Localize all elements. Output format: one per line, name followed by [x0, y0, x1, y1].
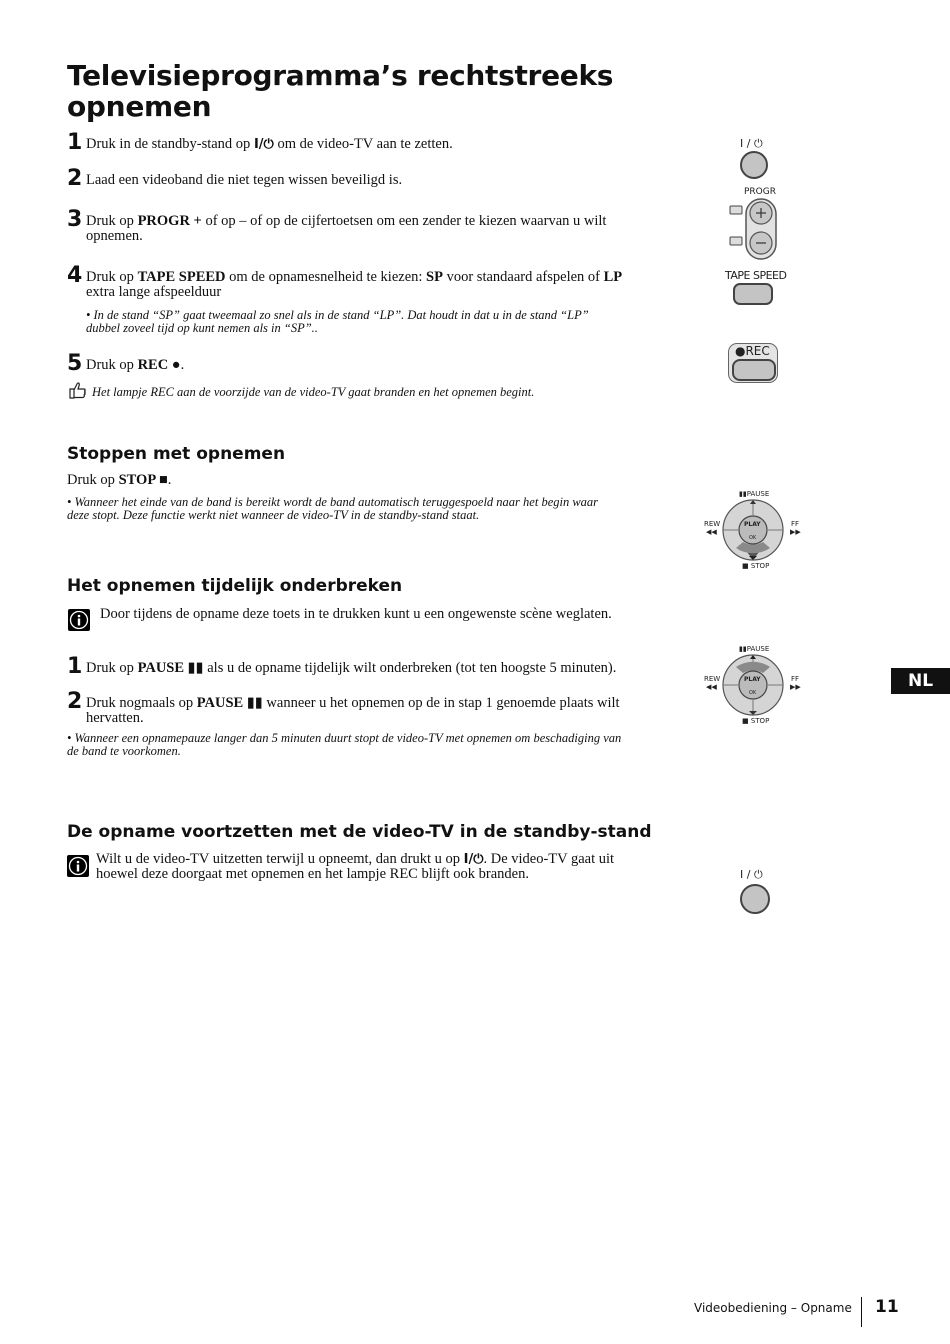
transport-ring-icon: [703, 645, 803, 725]
step-2: 2 Laad een videoband die niet tegen wissen beveiligd is.: [67, 166, 403, 191]
play-label[interactable]: PLAY: [744, 676, 761, 683]
pause-label: ▮▮PAUSE: [739, 645, 770, 653]
ff-label: FF: [791, 520, 800, 528]
transport-pad-pause: [703, 645, 803, 725]
step-number: 1: [67, 130, 83, 155]
info-icon: [68, 609, 90, 631]
power-glyph: I/⏻: [463, 852, 484, 867]
transport-ring-icon: [703, 490, 803, 570]
pause-label: ▮▮PAUSE: [739, 490, 770, 498]
step-number: 3: [67, 207, 83, 232]
section-heading-stop: Stoppen met opnemen: [67, 444, 286, 464]
power-label: I / ⏻: [740, 868, 763, 881]
pause-step-1: 1 Druk op PAUSE ▮▮ als u de opname tijdelijk wilt onderbreken (tot ten hoogste 5 minuten).: [67, 654, 617, 679]
thumbs-up-icon: [67, 380, 87, 400]
pause-step-2: 2 Druk nogmaals op PAUSE ▮▮ wanneer u het opnemen op de in stap 1 genoemde plaats wilt hervatten.: [67, 689, 620, 726]
rec-label: ●REC: [735, 344, 770, 358]
power-label: I / ⏻: [740, 137, 763, 150]
ok-label: OK: [749, 535, 757, 541]
ff-label: FF: [791, 675, 800, 683]
page-title: Televisieprogramma’s rechtstreeks opnemen: [67, 59, 614, 123]
ff-arrows: ▶▶: [790, 528, 801, 536]
stop-instruction: Druk op STOP ■.: [67, 472, 172, 488]
stop-note: • Wanneer het einde van de band is bereikt wordt de band automatisch teruggespoeld naar het begin waar deze stopt. Deze functie werkt niet wanneer de video-TV in de standby-stand staat.: [67, 495, 599, 522]
step-4-note: • In de stand “SP” gaat tweemaal zo snel als in de stand “LP”. Dat houdt in dat u in de stand “LP” dubbel zoveel tijd op kunt nemen als in “SP”..: [86, 308, 589, 335]
step-4: 4 Druk op TAPE SPEED om de opnamesnelheid te kiezen: SP voor standaard afspelen of LP extra lange afspeelduur: [67, 263, 623, 300]
step-number: 5: [67, 351, 83, 376]
section-heading-standby: De opname voortzetten met de video-TV in de standby-stand: [67, 822, 652, 842]
step-number: 2: [67, 166, 83, 191]
section-heading-pause: Het opnemen tijdelijk onderbreken: [67, 576, 403, 596]
step-3: 3 Druk op PROGR + of op – of op de cijfertoetsen om een zender te kiezen waarvan u wilt opnemen.: [67, 207, 607, 244]
rec-button[interactable]: [732, 359, 776, 381]
step-number: 4: [67, 263, 83, 288]
power-button[interactable]: [740, 151, 768, 179]
transport-pad-stop: [703, 490, 803, 570]
step-1: 1 Druk in de standby-stand op I/⏻ om de video-TV aan te zetten.: [67, 130, 453, 155]
ff-arrows: ▶▶: [790, 683, 801, 691]
step-number: 1: [67, 654, 83, 679]
standby-info-text: Wilt u de video-TV uitzetten terwijl u opneemt, dan drukt u op I/⏻. De video-TV gaat uit hoewel deze doorgaat met opnemen en het lampje REC blijft ook branden.: [96, 851, 615, 882]
play-label[interactable]: PLAY: [744, 521, 761, 528]
rew-arrows: ◀◀: [706, 683, 717, 691]
rew-label: REW: [704, 675, 721, 683]
power-glyph: I/⏻: [253, 137, 274, 152]
ok-label: OK: [749, 690, 757, 696]
pause-info-text: Door tijdens de opname deze toets in te drukken kunt u een ongewenste scène weglaten.: [100, 606, 612, 622]
footer-divider: [861, 1297, 862, 1327]
page-number: 11: [875, 1297, 899, 1317]
step-5: 5 Druk op REC ●.: [67, 351, 185, 376]
power-button[interactable]: [740, 884, 770, 914]
progr-label: PROGR: [744, 187, 776, 197]
rew-arrows: ◀◀: [706, 528, 717, 536]
rew-label: REW: [704, 520, 721, 528]
language-tab: NL: [891, 668, 950, 694]
step-number: 2: [67, 689, 83, 714]
rec-lamp-note: Het lampje REC aan de voorzijde van de video-TV gaat branden en het opnemen begint.: [92, 385, 535, 399]
tape-speed-label: TAPE SPEED: [725, 269, 787, 282]
stop-label: ■ STOP: [742, 562, 770, 570]
stop-label: ■ STOP: [742, 717, 770, 725]
tape-speed-button[interactable]: [733, 283, 773, 305]
info-icon: [67, 855, 89, 877]
pause-note: • Wanneer een opnamepauze langer dan 5 minuten duurt stopt de video-TV met opnemen om beschadiging van de band te voorkomen.: [67, 731, 622, 758]
progr-rocker-icon[interactable]: [728, 196, 780, 262]
footer-section: Videobediening – Opname: [694, 1301, 852, 1315]
